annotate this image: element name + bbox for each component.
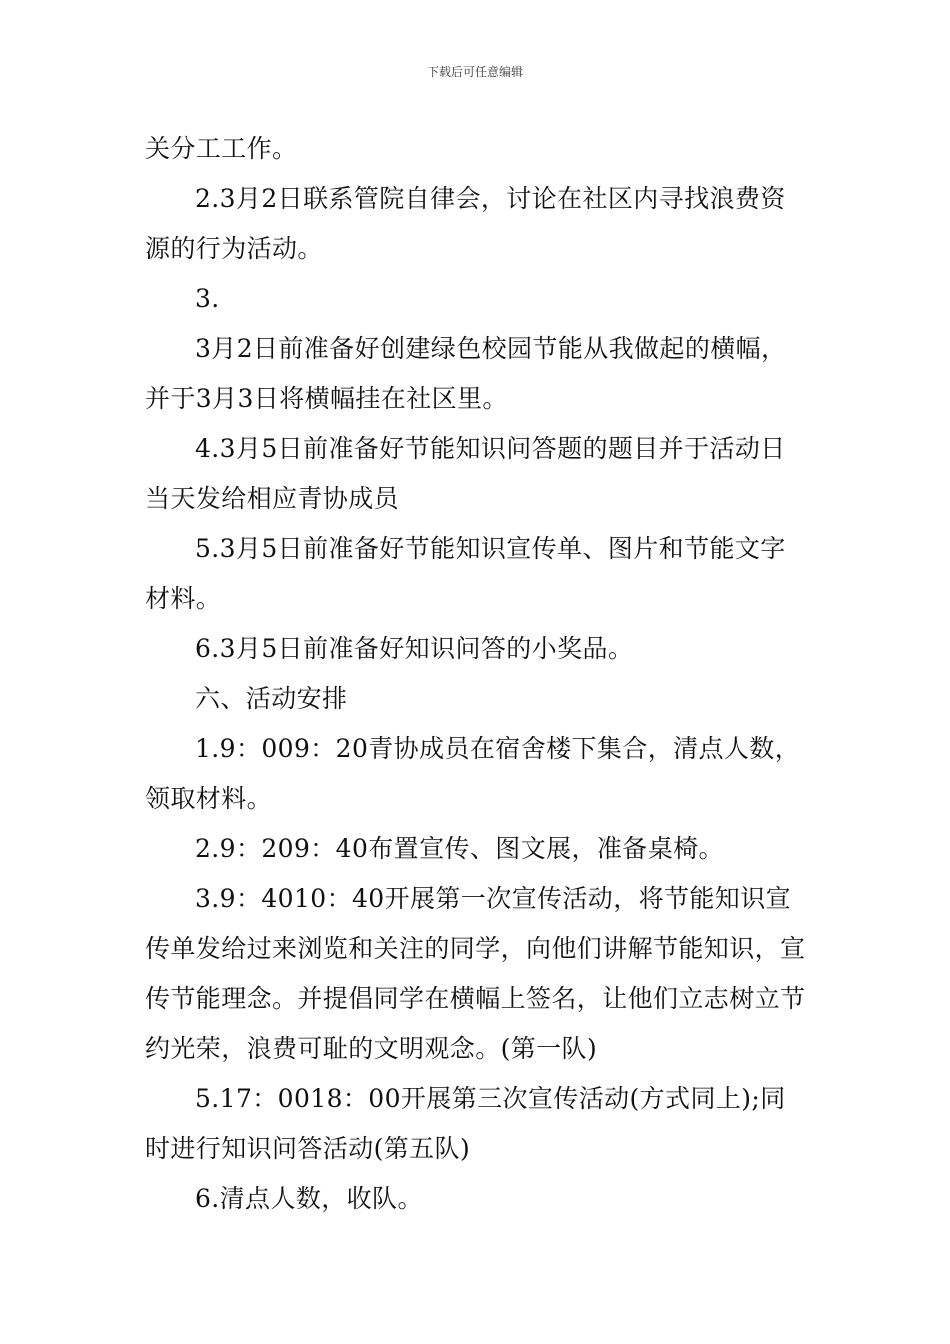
paragraph-7: 6.3月5日前准备好知识问答的小奖品。 <box>195 634 634 663</box>
document-body <box>145 124 810 1224</box>
paragraph-2: 2.3月2日联系管院自律会，讨论在社区内寻找浪费资源的行为活动。 <box>145 184 786 263</box>
paragraph-5: 4.3月5日前准备好节能知识问答题的题目并于活动日当天发给相应青协成员 <box>145 434 786 513</box>
paragraph-13: 6.清点人数，收队。 <box>195 1184 423 1213</box>
paragraph-12: 5.17：0018：00开展第三次宣传活动(方式同上);同时进行知识问答活动(第五队) <box>145 1084 786 1163</box>
paragraph-11: 3.9：4010：40开展第一次宣传活动，将节能知识宣传单发给过来浏览和关注的同学，向他们讲解节能知识，宣传节能理念。并提倡同学在横幅上签名，让他们立志树立节约光荣，浪费可耻的文明观念。(第一队) <box>145 884 806 1063</box>
section-heading: 六、活动安排 <box>195 684 348 713</box>
paragraph-4: 3月2日前准备好创建绿色校园节能从我做起的横幅，并于3月3日将横幅挂在社区里。 <box>145 334 787 413</box>
paragraph-3: 3. <box>195 284 220 313</box>
paragraph-9: 1.9：009：20青协成员在宿舍楼下集合，清点人数，领取材料。 <box>145 734 801 813</box>
paragraph-6: 5.3月5日前准备好节能知识宣传单、图片和节能文字材料。 <box>145 534 786 613</box>
page-header: 下载后可任意编辑 <box>426 65 523 79</box>
paragraph-10: 2.9：209：40布置宣传、图文展，准备桌椅。 <box>195 834 724 863</box>
paragraph-1: 关分工工作。 <box>145 134 298 163</box>
